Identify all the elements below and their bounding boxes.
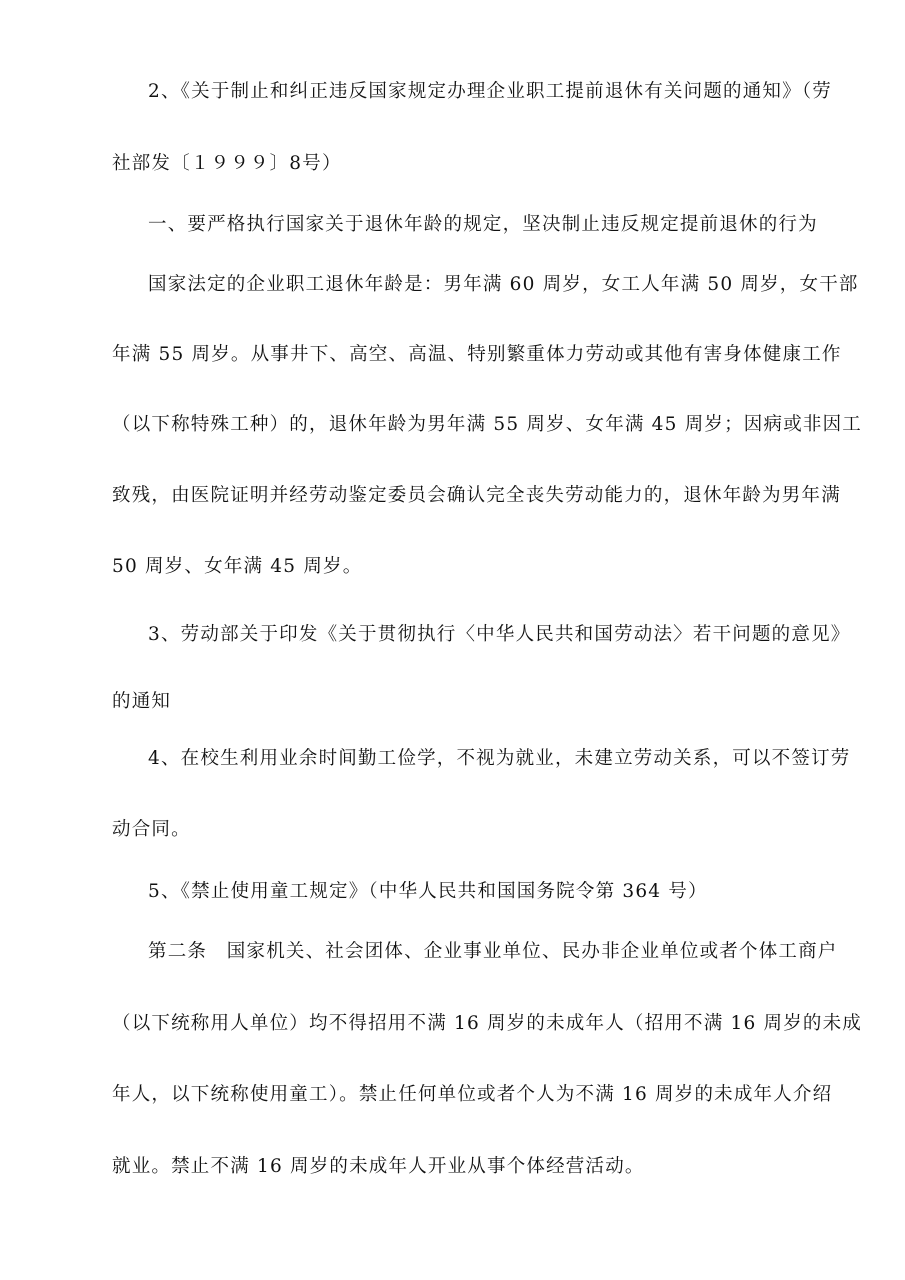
body-line-2: 年满 55 周岁。从事井下、高空、高温、特别繁重体力劳动或其他有害身体健康工作 xyxy=(112,344,842,365)
paragraph-2-line-2: 社部发〔１９９９〕8号） xyxy=(112,153,342,174)
body-line-3: （以下称特殊工种）的，退休年龄为男年满 55 周岁、女年满 45 周岁；因病或非因工 xyxy=(112,414,863,435)
body-line-1: 国家法定的企业职工退休年龄是：男年满 60 周岁，女工人年满 50 周岁，女干部 xyxy=(148,274,859,295)
paragraph-3-line-1: 3、劳动部关于印发《关于贯彻执行〈中华人民共和国劳动法〉若干问题的意见》 xyxy=(148,624,851,645)
paragraph-2-line-1: 2、《关于制止和纠正违反国家规定办理企业职工提前退休有关问题的通知》（劳 xyxy=(148,81,832,102)
body-line-4: 致残，由医院证明并经劳动鉴定委员会确认完全丧失劳动能力的，退休年龄为男年满 xyxy=(112,485,841,506)
article-2-line-3: 年人，以下统称使用童工）。禁止任何单位或者个人为不满 16 周岁的未成年人介绍 xyxy=(112,1084,833,1105)
paragraph-3-line-2: 的通知 xyxy=(112,691,172,712)
paragraph-4-line-2: 动合同。 xyxy=(112,819,191,840)
paragraph-4-line-1: 4、在校生利用业余时间勤工俭学，不视为就业，未建立劳动关系，可以不签订劳 xyxy=(148,748,851,769)
paragraph-5-line-1: 5、《禁止使用童工规定》（中华人民共和国国务院令第 364 号） xyxy=(148,881,708,902)
section-heading-1: 一、要严格执行国家关于退休年龄的规定，坚决制止违反规定提前退休的行为 xyxy=(148,214,818,235)
article-2-line-1: 第二条 国家机关、社会团体、企业事业单位、民办非企业单位或者个体工商户 xyxy=(148,941,838,962)
body-line-5: 50 周岁、女年满 45 周岁。 xyxy=(112,556,363,577)
article-2-line-4: 就业。禁止不满 16 周岁的未成年人开业从事个体经营活动。 xyxy=(112,1156,645,1177)
article-2-line-2: （以下统称用人单位）均不得招用不满 16 周岁的未成年人（招用不满 16 周岁的未成 xyxy=(112,1013,863,1034)
